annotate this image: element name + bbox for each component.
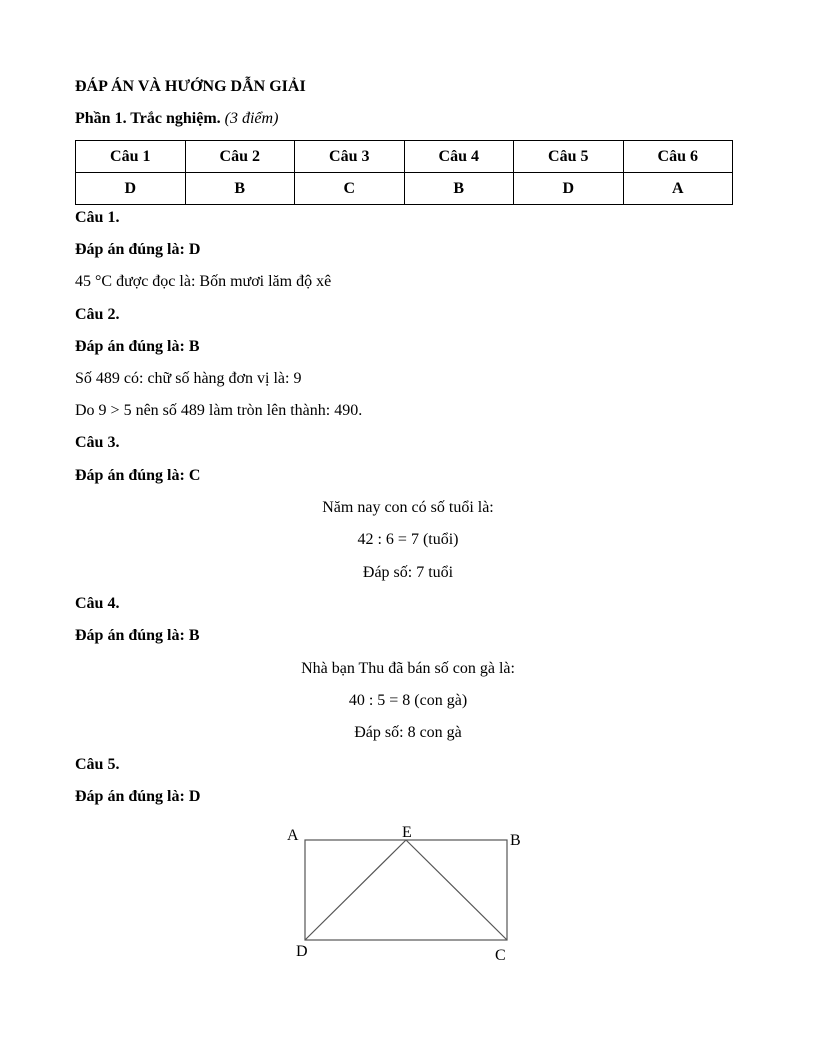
table-header-cell: Câu 4 [404, 141, 514, 173]
label-e: E [402, 824, 412, 841]
segment-de [305, 840, 406, 940]
section-points: (3 điểm) [224, 110, 279, 127]
table-header-cell: Câu 1 [76, 141, 186, 173]
table-header-cell: Câu 5 [514, 141, 624, 173]
table-answer-cell: A [623, 173, 733, 205]
page-title: ĐÁP ÁN VÀ HƯỚNG DẪN GIẢI [75, 78, 306, 95]
label-d: D [296, 943, 308, 960]
rectangle-abcd [305, 840, 507, 940]
table-answer-cell: D [514, 173, 624, 205]
segment-ec [406, 840, 507, 940]
q1-heading: Câu 1. [75, 209, 120, 226]
geometry-figure [280, 820, 530, 970]
label-b: B [510, 832, 521, 849]
label-a: A [287, 827, 299, 844]
label-c: C [495, 947, 506, 964]
q2-explanation-line: Số 489 có: chữ số hàng đơn vị là: 9 [75, 370, 302, 387]
table-answer-cell: B [404, 173, 514, 205]
q3-solution-line: 42 : 6 = 7 (tuổi) [357, 531, 459, 548]
section-heading [75, 109, 278, 129]
answer-table-answer-row [76, 173, 733, 205]
q4-solution-line: Nhà bạn Thu đã bán số con gà là: [301, 660, 515, 677]
answer-table [75, 140, 733, 205]
table-header-cell: Câu 6 [623, 141, 733, 173]
q3-solution-line: Năm nay con có số tuổi là: [322, 499, 494, 516]
q4-solution-line: Đáp số: 8 con gà [354, 724, 462, 741]
q5-answer: Đáp án đúng là: D [75, 788, 201, 805]
table-header-cell: Câu 2 [185, 141, 295, 173]
q2-answer: Đáp án đúng là: B [75, 338, 200, 355]
q2-explanation-line: Do 9 > 5 nên số 489 làm tròn lên thành: 490. [75, 402, 363, 419]
section-label: Phần 1. Trắc nghiệm. [75, 110, 221, 127]
q4-answer: Đáp án đúng là: B [75, 627, 200, 644]
q3-solution-line: Đáp số: 7 tuổi [362, 564, 454, 581]
table-answer-cell: C [295, 173, 405, 205]
answer-table-header-row [76, 141, 733, 173]
q3-heading: Câu 3. [75, 434, 120, 451]
q2-heading: Câu 2. [75, 306, 120, 323]
q3-answer: Đáp án đúng là: C [75, 467, 201, 484]
q1-answer: Đáp án đúng là: D [75, 241, 201, 258]
q4-heading: Câu 4. [75, 595, 120, 612]
q4-solution-line: 40 : 5 = 8 (con gà) [348, 692, 468, 709]
table-answer-cell: B [185, 173, 295, 205]
q5-heading: Câu 5. [75, 756, 120, 773]
q1-explanation: 45 °C được đọc là: Bốn mươi lăm độ xê [75, 273, 332, 290]
table-answer-cell: D [76, 173, 186, 205]
table-header-cell: Câu 3 [295, 141, 405, 173]
